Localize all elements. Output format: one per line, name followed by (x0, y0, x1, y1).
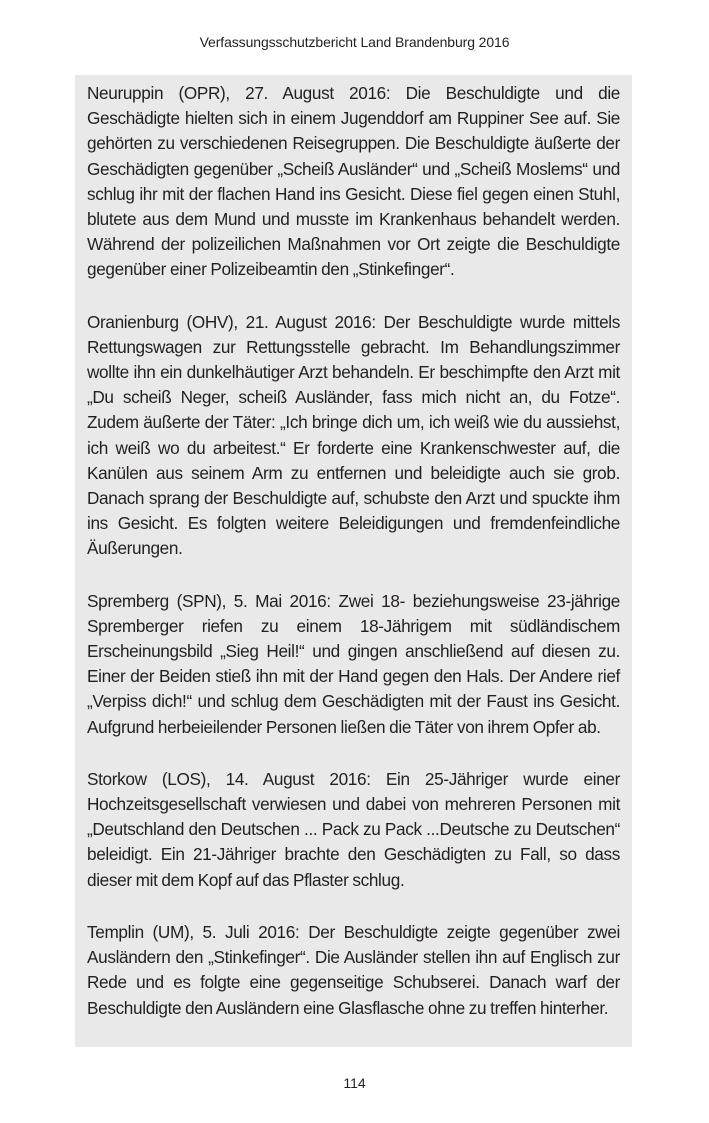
incident-paragraph-neuruppin: Neuruppin (OPR), 27. August 2016: Die Beschuldigte und die Geschädigte hielten sich in einem Jugenddorf am Ruppiner See auf. Sie gehörten zu verschiedenen Reisegruppen. Die Beschuldigte äußerte der Geschädigten gegenüber „Scheiß Ausländer“ und „Scheiß Moslems“ und schlug ihr mit der flachen Hand ins Gesicht. Diese fiel gegen einen Stuhl, blutete aus dem Mund und musste im Krankenhaus behandelt werden. Während der polizeilichen Maßnahmen vor Ort zeigte die Beschuldigte gegenüber einer Polizeibeamtin den „Stinkefinger“. (87, 83, 620, 280)
running-header: Verfassungsschutzbericht Land Brandenburg 2016 (199, 34, 510, 50)
incident-paragraph-storkow: Storkow (LOS), 14. August 2016: Ein 25-Jähriger wurde einer Hochzeitsgesellschaft verwiesen und dabei von mehreren Personen mit „Deutschland den Deutschen ... Pack zu Pack ...Deutsche zu Deutschen“ beleidigt. Ein 21-Jähriger brachte den Geschädigten zu Fall, so dass dieser mit dem Kopf auf das Pflaster schlug. (87, 768, 620, 890)
incident-list-box (75, 75, 632, 1047)
incident-paragraph-oranienburg: Oranienburg (OHV), 21. August 2016: Der Beschuldigte wurde mittels Rettungswagen zur Rettungsstelle gebracht. Im Behandlungszimmer wollte ihn ein dunkelhäutiger Arzt behandeln. Er beschimpfte den Arzt mit „Du scheiß Neger, scheiß Ausländer, fass mich nicht an, du Fotze“. Zudem äußerte der Täter: „Ich bringe dich um, ich weiß wie du aussiehst, ich weiß wo du arbeitest.“ Er forderte eine Krankenschwester auf, die Kanülen aus seinem Arm zu entfernen und beleidigte auch sie grob. Danach sprang der Beschuldigte auf, schubste den Arzt und spuckte ihm ins Gesicht. Es folgten weitere Beleidigungen und fremdenfeindliche Äußerungen. (87, 311, 620, 559)
page-number: 114 (343, 1075, 366, 1091)
incident-paragraph-spremberg: Spremberg (SPN), 5. Mai 2016: Zwei 18- beziehungsweise 23-jährige Spremberger riefen zu einem 18-Jährigem mit südländischem Erscheinungsbild „Sieg Heil!“ und gingen anschließend auf diesen zu. Einer der Beiden stieß ihn mit der Hand gegen den Hals. Der Andere rief „Verpiss dich!“ und schlug dem Geschädigten mit der Faust ins Gesicht. Aufgrund herbeieilender Personen ließen die Täter von ihrem Opfer ab. (87, 590, 620, 737)
incident-paragraph-templin: Templin (UM), 5. Juli 2016: Der Beschuldigte zeigte gegenüber zwei Ausländern den „Stinkefinger“. Die Ausländer stellen ihn auf Englisch zur Rede und es folgte eine gegenseitige Schubserei. Danach warf der Beschuldigte den Ausländern eine Glasflasche ohne zu treffen hinterher. (87, 921, 620, 1018)
